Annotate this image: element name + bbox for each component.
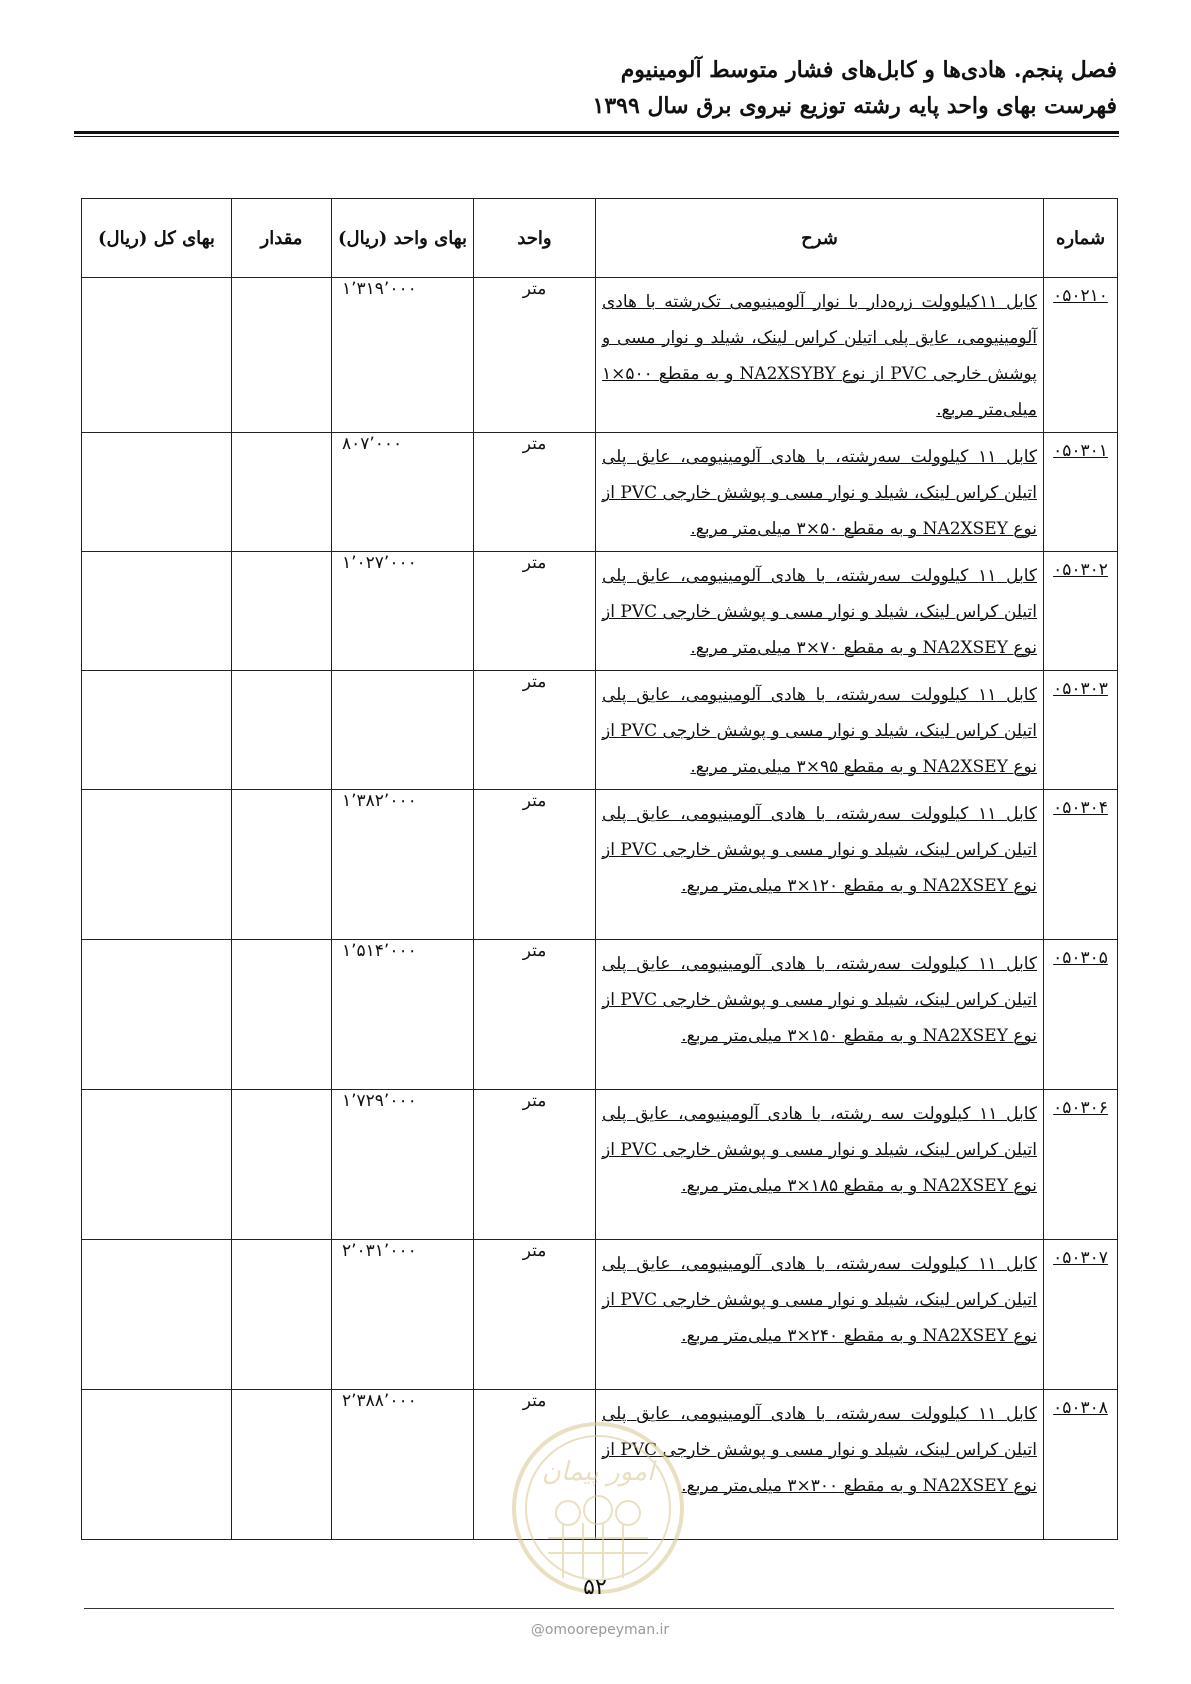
row-description: کابل ۱۱ کیلوولت سه‌رشته، با هادی آلومینیومی، عایق پلی اتیلن کراس لینک، شیلد و نوار مسی و پوشش خارجی PVC از نوع NA2XSEY و به مقطع ۷۰×۳ میلی‌متر مربع.: [596, 552, 1044, 671]
chapter-title: فصل پنجم. هادی‌ها و کابل‌های فشار متوسط آلومینیوم: [620, 57, 1117, 83]
row-number: [1044, 790, 1118, 940]
row-description: کابل ۱۱ کیلوولت سه‌رشته، با هادی آلومینیومی، عایق پلی اتیلن کراس لینک، شیلد و نوار مسی و پوشش خارجی PVC از نوع NA2XSEY و به مقطع ۱۵۰×۳ میلی‌متر مربع.: [596, 940, 1044, 1090]
row-unit: متر: [474, 1240, 596, 1390]
row-description: کابل ۱۱کیلوولت زره‌دار با نوار آلومینیومی تک‌رشته با هادی آلومینیومی، عایق پلی اتیلن کراس لینک، شیلد و نوار مسی و پوشش خارجی PVC از نوع NA2XSYBY و به مقطع ۵۰۰×۱ میلی‌متر مربع.: [596, 278, 1044, 433]
row-description: کابل ۱۱ کیلوولت سه‌رشته، با هادی آلومینیومی، عایق پلی اتیلن کراس لینک، شیلد و نوار مسی و پوشش خارجی PVC از نوع NA2XSEY و به مقطع ۲۴۰×۳ میلی‌متر مربع.: [596, 1240, 1044, 1390]
row-unit: متر: [474, 433, 596, 552]
site-watermark: @omoorepeyman.ir: [530, 1622, 670, 1638]
row-total: [82, 552, 232, 671]
row-unit-price: ۲٬۰۳۱٬۰۰۰: [332, 1240, 474, 1390]
row-number-text: ۰۵۰۳۰۸: [1053, 1398, 1108, 1418]
row-number-text: ۰۵۰۳۰۱: [1053, 441, 1108, 461]
table-row: [82, 433, 1118, 552]
row-description: کابل ۱۱ کیلوولت سه‌رشته، با هادی آلومینیومی، عایق پلی اتیلن کراس لینک، شیلد و نوار مسی و پوشش خارجی PVC از نوع NA2XSEY و به مقطع ۳۰۰×۳ میلی‌متر مربع.: [596, 1390, 1044, 1540]
row-unit-price: ۸۰۷٬۰۰۰: [332, 433, 474, 552]
header-rule-thin: [74, 136, 1119, 137]
col-unit-header: واحد: [474, 199, 596, 278]
col-quantity-header: مقدار: [232, 199, 332, 278]
row-quantity: [232, 1390, 332, 1540]
row-quantity: [232, 1090, 332, 1240]
row-number: [1044, 1240, 1118, 1390]
row-description: کابل ۱۱ کیلوولت سه رشته، با هادی آلومینیومی، عایق پلی اتیلن کراس لینک، شیلد و نوار مسی و پوشش خارجی PVC از نوع NA2XSEY و به مقطع ۱۸۵×۳ میلی‌متر مربع.: [596, 1090, 1044, 1240]
row-number: [1044, 278, 1118, 433]
page-header: [73, 52, 1117, 124]
row-number: [1044, 552, 1118, 671]
table-header-row: [82, 199, 1118, 278]
header-rule-thick: [74, 131, 1119, 134]
row-total: [82, 1240, 232, 1390]
row-quantity: [232, 433, 332, 552]
table-row: [82, 278, 1118, 433]
row-number: [1044, 1390, 1118, 1540]
row-quantity: [232, 790, 332, 940]
seal-text: امور پیمان: [541, 1457, 655, 1487]
row-total: [82, 1390, 232, 1540]
row-unit: متر: [474, 671, 596, 790]
col-number-header: شماره: [1044, 199, 1118, 278]
table-row: [82, 940, 1118, 1090]
table-row: [82, 1240, 1118, 1390]
row-unit-price: ۱٬۰۲۷٬۰۰۰: [332, 552, 474, 671]
table-row: [82, 671, 1118, 790]
row-quantity: [232, 552, 332, 671]
row-unit-price: [332, 671, 474, 790]
page-number: ۵۲: [583, 1575, 607, 1600]
row-number-text: ۰۵۰۳۰۳: [1053, 679, 1108, 699]
row-number-text: ۰۵۰۳۰۵: [1053, 948, 1108, 968]
row-number: [1044, 940, 1118, 1090]
document-title: فهرست بهای واحد پایه رشته توزیع نیروی برق سال ۱۳۹۹: [592, 93, 1117, 119]
row-total: [82, 790, 232, 940]
row-description: کابل ۱۱ کیلوولت سه‌رشته، با هادی آلومینیومی، عایق پلی اتیلن کراس لینک، شیلد و نوار مسی و پوشش خارجی PVC از نوع NA2XSEY و به مقطع ۱۲۰×۳ میلی‌متر مربع.: [596, 790, 1044, 940]
row-total: [82, 1090, 232, 1240]
row-unit-price: ۱٬۳۸۲٬۰۰۰: [332, 790, 474, 940]
row-description: کابل ۱۱ کیلوولت سه‌رشته، با هادی آلومینیومی، عایق پلی اتیلن کراس لینک، شیلد و نوار مسی و پوشش خارجی PVC از نوع NA2XSEY و به مقطع ۵۰×۳ میلی‌متر مربع.: [596, 433, 1044, 552]
row-quantity: [232, 1240, 332, 1390]
row-number: [1044, 1090, 1118, 1240]
row-unit-price: ۱٬۳۱۹٬۰۰۰: [332, 278, 474, 433]
table-row: [82, 790, 1118, 940]
row-description: کابل ۱۱ کیلوولت سه‌رشته، با هادی آلومینیومی، عایق پلی اتیلن کراس لینک، شیلد و نوار مسی و پوشش خارجی PVC از نوع NA2XSEY و به مقطع ۹۵×۳ میلی‌متر مربع.: [596, 671, 1044, 790]
row-quantity: [232, 278, 332, 433]
row-total: [82, 671, 232, 790]
row-total: [82, 433, 232, 552]
footer-rule: [84, 1608, 1114, 1609]
row-unit: متر: [474, 278, 596, 433]
row-unit: متر: [474, 1390, 596, 1540]
row-unit: متر: [474, 940, 596, 1090]
row-unit-price: ۱٬۵۱۴٬۰۰۰: [332, 940, 474, 1090]
row-unit: متر: [474, 1090, 596, 1240]
table-row: [82, 1090, 1118, 1240]
row-number-text: ۰۵۰۳۰۲: [1053, 560, 1108, 580]
table-row: [82, 552, 1118, 671]
row-number: [1044, 671, 1118, 790]
row-number-text: ۰۵۰۲۱۰: [1053, 286, 1108, 306]
row-unit-price: ۱٬۷۲۹٬۰۰۰: [332, 1090, 474, 1240]
row-total: [82, 940, 232, 1090]
row-unit: متر: [474, 552, 596, 671]
row-quantity: [232, 940, 332, 1090]
row-quantity: [232, 671, 332, 790]
row-unit-price: ۲٬۳۸۸٬۰۰۰: [332, 1390, 474, 1540]
col-total-header: بهای کل (ریال): [82, 199, 232, 278]
row-number-text: ۰۵۰۳۰۴: [1053, 798, 1108, 818]
row-unit: متر: [474, 790, 596, 940]
price-table: [81, 198, 1118, 1540]
row-number-text: ۰۵۰۳۰۷: [1053, 1248, 1108, 1268]
row-number-text: ۰۵۰۳۰۶: [1053, 1098, 1108, 1118]
row-number: [1044, 433, 1118, 552]
row-total: [82, 278, 232, 433]
col-unit-price-header: بهای واحد (ریال): [332, 199, 474, 278]
col-description-header: شرح: [596, 199, 1044, 278]
seal-watermark-icon: [508, 1418, 688, 1598]
